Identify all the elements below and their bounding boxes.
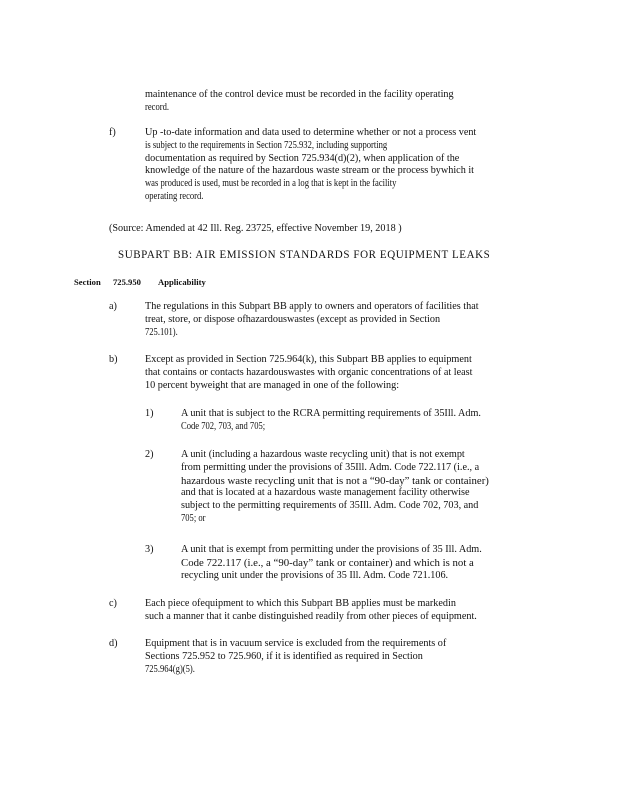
text-line: 725.101). xyxy=(145,326,178,338)
item-label-d: d) xyxy=(109,638,118,649)
text-line: 10 percent byweight that are managed in one of the following: xyxy=(145,379,400,391)
source-text: (Source: Amended at 42 Ill. Reg. 23725, effective November 19, 2018 ) xyxy=(109,223,402,234)
item-c-paragraph xyxy=(145,598,477,624)
text-line: that contains or contacts hazardouswastes with organic concentrations of at least xyxy=(145,366,473,378)
text-line: A unit that is exempt from permitting under the provisions of 35 Ill. Adm. xyxy=(181,544,482,555)
text-line: A unit (including a hazardous waste recycling unit) that is not exempt xyxy=(181,449,465,460)
item-label-c: c) xyxy=(109,598,117,609)
text-line: Up -to-date information and data used to determine whether or not a process vent xyxy=(145,127,477,138)
item-d-paragraph xyxy=(145,638,446,676)
text-line: hazardous waste recycling unit that is not a “90-day” tank or container) xyxy=(181,474,489,487)
text-line: operating record. xyxy=(145,190,204,202)
text-line: Code 702, 703, and 705; xyxy=(181,420,266,432)
text-line: documentation as required by Section 725.934(d)(2), when application of the xyxy=(145,152,460,164)
subitem-label-1: 1) xyxy=(145,408,154,419)
text-line: recycling unit under the provisions of 35 Ill. Adm. Code 721.106. xyxy=(181,569,449,581)
section-label: Section xyxy=(74,277,101,287)
text-line: knowledge of the nature of the hazardous waste stream or the process bywhich it xyxy=(145,165,475,177)
text-line: Except as provided in Section 725.964(k), this Subpart BB applies to equipment xyxy=(145,354,472,365)
text-line: The regulations in this Subpart BB apply to owners and operators of facilities that xyxy=(145,301,479,312)
text-line: maintenance of the control device must be recorded in the facility operating xyxy=(145,89,454,100)
text-line: Code 722.117 (i.e., a “90-day” tank or container) and which is not a xyxy=(181,556,474,569)
text-line: A unit that is subject to the RCRA permitting requirements of 35Ill. Adm. xyxy=(181,408,481,419)
subpart-heading: SUBPART BB: AIR EMISSION STANDARDS FOR EQUIPMENT LEAKS xyxy=(118,249,491,261)
text-line: Equipment that is in vacuum service is excluded from the requirements of xyxy=(145,638,447,649)
source-note xyxy=(109,223,402,236)
continuation-paragraph xyxy=(145,89,454,115)
text-line: subject to the permitting requirements of 35Ill. Adm. Code 702, 703, and xyxy=(181,500,479,512)
item-f-paragraph xyxy=(145,127,476,204)
text-line: record. xyxy=(145,101,170,113)
item-label-b: b) xyxy=(109,354,118,365)
subitem-1-paragraph xyxy=(181,408,481,434)
text-line: treat, store, or dispose ofhazardouswastes (except as provided in Section xyxy=(145,313,441,325)
subitem-label-2: 2) xyxy=(145,449,154,460)
text-line: 705; or xyxy=(181,512,206,524)
section-title: Applicability xyxy=(158,277,206,287)
subitem-label-3: 3) xyxy=(145,544,154,555)
subitem-3-paragraph xyxy=(181,544,482,582)
text-line: is subject to the requirements in Section 725.932, including supporting xyxy=(145,139,388,151)
item-b-paragraph xyxy=(145,354,472,392)
item-label-a: a) xyxy=(109,301,117,312)
subitem-2-paragraph xyxy=(181,449,489,526)
item-label-f: f) xyxy=(109,127,116,138)
section-number: 725.950 xyxy=(113,277,141,287)
text-line: was produced is used, must be recorded in a log that is kept in the facility xyxy=(145,178,397,190)
text-line: Sections 725.952 to 725.960, if it is identified as required in Section xyxy=(145,650,423,662)
text-line: 725.964(g)(5). xyxy=(145,663,195,675)
text-line: and that is located at a hazardous waste management facility otherwise xyxy=(181,487,470,499)
text-line: from permitting under the provisions of 35Ill. Adm. Code 722.117 (i.e., a xyxy=(181,461,480,473)
text-line: Each piece ofequipment to which this Subpart BB applies must be markedin xyxy=(145,598,456,609)
item-a-paragraph xyxy=(145,301,479,339)
text-line: such a manner that it canbe distinguished readily from other pieces of equipment. xyxy=(145,610,477,622)
